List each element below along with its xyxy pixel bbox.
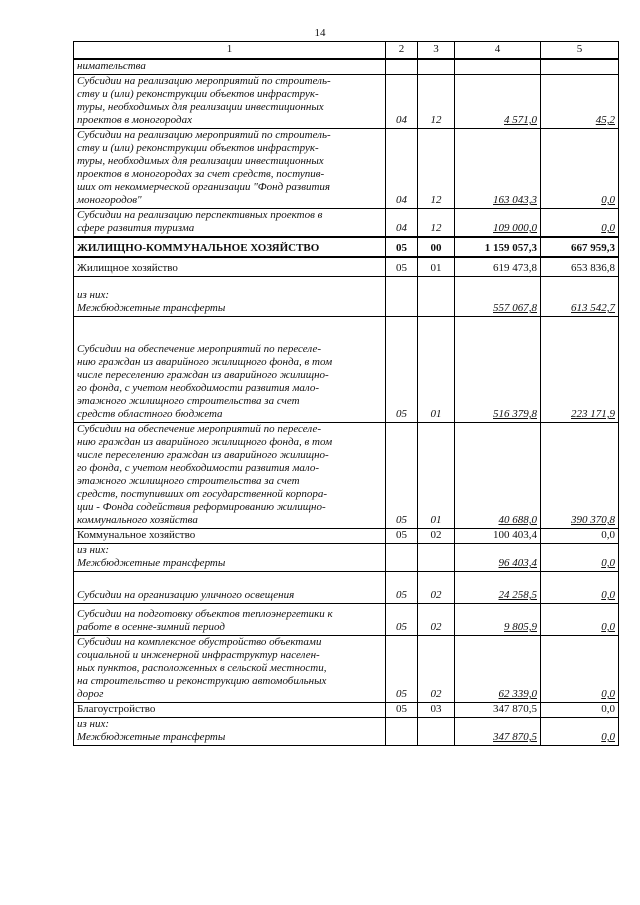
row-amount-1: 9 805,9 <box>455 604 541 636</box>
row-description: ЖИЛИЩНО-КОММУНАЛЬНОЕ ХОЗЯЙСТВО <box>74 237 386 257</box>
table-row <box>74 257 619 277</box>
row-description: Субсидии на подготовку объектов теплоэнергетики к работе в осенне-зимний период <box>74 604 386 636</box>
row-subsection: 02 <box>418 636 455 703</box>
header-col-3: 3 <box>418 42 455 60</box>
row-amount-2 <box>541 59 619 75</box>
row-amount-1: 347 870,5 <box>455 718 541 746</box>
row-subheading: из них: <box>77 544 110 556</box>
row-section: 04 <box>386 129 418 209</box>
row-amount-2: 0,0 <box>541 604 619 636</box>
table-row <box>74 718 619 746</box>
row-section: 05 <box>386 572 418 604</box>
row-section: 05 <box>386 317 418 423</box>
table-row <box>74 317 619 423</box>
row-section: 05 <box>386 604 418 636</box>
row-subheading: из них: <box>77 718 110 730</box>
row-subsection: 01 <box>418 257 455 277</box>
row-description: Субсидии на реализацию мероприятий по строитель- ству и (или) реконструкции объектов инфраструк- туры, необходимых для реализации инвестиционных проектов в моногородах за счет средств, поступив- ших от некоммерческой организации "Фонд развития моногородов" <box>74 129 386 209</box>
row-section <box>386 718 418 746</box>
row-amount-1: 62 339,0 <box>455 636 541 703</box>
header-col-2: 2 <box>386 42 418 60</box>
row-section: 04 <box>386 75 418 129</box>
row-section <box>386 59 418 75</box>
row-amount-2: 0,0 <box>541 129 619 209</box>
row-subsection: 02 <box>418 529 455 544</box>
row-description-text: Межбюджетные трансферты <box>77 302 226 314</box>
row-description: Субсидии на комплексное обустройство объектами социальной и инженерной инфраструктур населен- ных пунктов, расположенных в сельской местности, на строительство и реконструкцию автомобильных дорог <box>74 636 386 703</box>
row-subsection <box>418 544 455 572</box>
row-description: Субсидии на реализацию мероприятий по строитель- ству и (или) реконструкции объектов инфраструк- туры, необходимых для реализации инвестиционных проектов в моногородах <box>74 75 386 129</box>
row-amount-2: 0,0 <box>541 529 619 544</box>
row-section: 05 <box>386 703 418 718</box>
row-amount-1: 40 688,0 <box>455 423 541 529</box>
row-amount-2: 0,0 <box>541 209 619 238</box>
row-amount-1: 4 571,0 <box>455 75 541 129</box>
row-description: Субсидии на обеспечение мероприятий по переселе- нию граждан из аварийного жилищного фонда, в том числе переселению граждан из аварийного жилищно- го фонда, с учетом необходимости развития мало- этажного жилищного строительства за счет средств, поступивших от государственной корпора- ции - Фонда содействия реформированию жилищно- коммунального хозяйства <box>74 423 386 529</box>
row-description: нимательства <box>74 59 386 75</box>
table-row <box>74 129 619 209</box>
row-section <box>386 544 418 572</box>
row-description <box>74 718 386 746</box>
row-amount-1: 109 000,0 <box>455 209 541 238</box>
header-col-1: 1 <box>74 42 386 60</box>
page-number: 14 <box>314 27 326 39</box>
row-description: Жилищное хозяйство <box>74 257 386 277</box>
row-amount-2: 390 370,8 <box>541 423 619 529</box>
row-subsection: 01 <box>418 423 455 529</box>
row-description: Субсидии на организацию уличного освещения <box>74 572 386 604</box>
row-amount-1: 100 403,4 <box>455 529 541 544</box>
table-row <box>74 423 619 529</box>
table-row <box>74 529 619 544</box>
row-amount-2: 0,0 <box>541 703 619 718</box>
row-subheading: из них: <box>77 289 110 301</box>
header-col-4: 4 <box>455 42 541 60</box>
row-amount-2: 0,0 <box>541 718 619 746</box>
row-description: Благоустройство <box>74 703 386 718</box>
row-subsection: 01 <box>418 317 455 423</box>
table-row <box>74 636 619 703</box>
row-subsection: 12 <box>418 209 455 238</box>
table-row <box>74 75 619 129</box>
row-amount-1: 1 159 057,3 <box>455 237 541 257</box>
table-row-section-total <box>74 237 619 257</box>
row-amount-1: 557 067,8 <box>455 277 541 317</box>
row-amount-2: 613 542,7 <box>541 277 619 317</box>
row-amount-2: 0,0 <box>541 636 619 703</box>
row-description-text: Межбюджетные трансферты <box>77 731 226 743</box>
table-row <box>74 59 619 75</box>
row-subsection: 00 <box>418 237 455 257</box>
row-subsection <box>418 718 455 746</box>
row-section: 05 <box>386 636 418 703</box>
row-description <box>74 544 386 572</box>
row-section: 05 <box>386 529 418 544</box>
table-row <box>74 572 619 604</box>
row-section: 05 <box>386 257 418 277</box>
row-section <box>386 277 418 317</box>
row-amount-2: 223 171,9 <box>541 317 619 423</box>
row-amount-2: 45,2 <box>541 75 619 129</box>
row-description <box>74 277 386 317</box>
row-amount-1: 347 870,5 <box>455 703 541 718</box>
row-section: 05 <box>386 237 418 257</box>
row-amount-1: 96 403,4 <box>455 544 541 572</box>
row-amount-1 <box>455 59 541 75</box>
row-description: Субсидии на реализацию перспективных проектов в сфере развития туризма <box>74 209 386 238</box>
row-amount-2: 0,0 <box>541 544 619 572</box>
row-subsection: 12 <box>418 75 455 129</box>
row-subsection: 12 <box>418 129 455 209</box>
table-row <box>74 703 619 718</box>
table-header-row <box>74 42 619 60</box>
row-amount-1: 619 473,8 <box>455 257 541 277</box>
row-description: Субсидии на обеспечение мероприятий по переселе- нию граждан из аварийного жилищного фонда, в том числе переселению граждан из аварийного жилищно- го фонда, с учетом необходимости развития мало- этажного жилищного строительства за счет средств областного бюджета <box>74 317 386 423</box>
row-amount-1: 516 379,8 <box>455 317 541 423</box>
row-amount-2: 667 959,3 <box>541 237 619 257</box>
table-row <box>74 604 619 636</box>
row-subsection: 02 <box>418 572 455 604</box>
table-row <box>74 209 619 238</box>
table-row <box>74 277 619 317</box>
row-amount-2: 653 836,8 <box>541 257 619 277</box>
row-description-text: Межбюджетные трансферты <box>77 557 226 569</box>
row-section: 04 <box>386 209 418 238</box>
row-amount-1: 24 258,5 <box>455 572 541 604</box>
table-row <box>74 544 619 572</box>
row-subsection: 03 <box>418 703 455 718</box>
row-amount-1: 163 043,3 <box>455 129 541 209</box>
row-subsection: 02 <box>418 604 455 636</box>
row-amount-2: 0,0 <box>541 572 619 604</box>
row-section: 05 <box>386 423 418 529</box>
row-subsection <box>418 59 455 75</box>
row-subsection <box>418 277 455 317</box>
header-col-5: 5 <box>541 42 619 60</box>
budget-table <box>73 41 619 746</box>
row-description: Коммунальное хозяйство <box>74 529 386 544</box>
